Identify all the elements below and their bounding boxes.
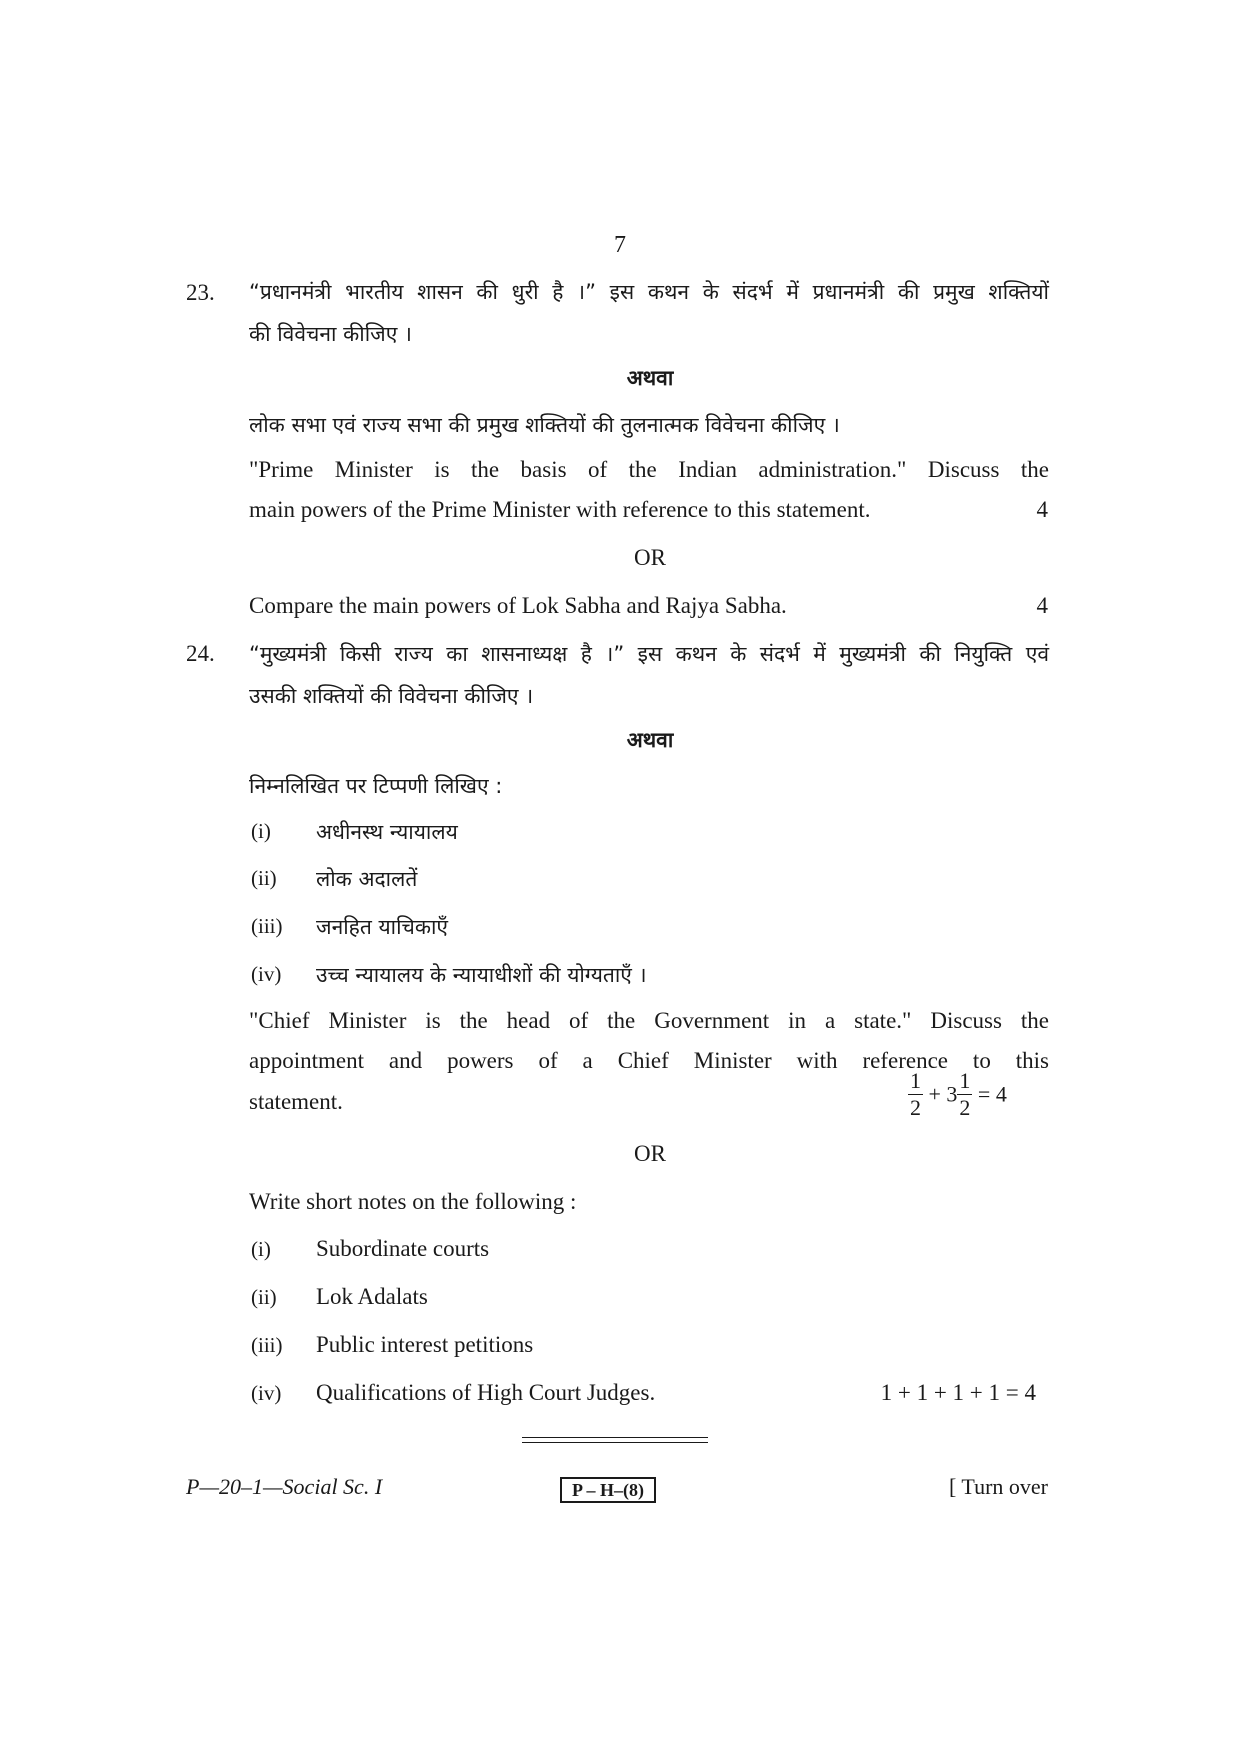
hindi-question-line: “प्रधानमंत्री भारतीय शासन की धुरी है ।” इस कथन के संदर्भ में प्रधानमंत्री की प्रमुख शक्तियों <box>249 280 1049 304</box>
english-question-line: statement. <box>249 1089 343 1114</box>
item-text: Qualifications of High Court Judges. <box>316 1380 656 1405</box>
question-marks <box>908 1070 1007 1119</box>
fraction-numerator: 1 <box>910 1068 921 1093</box>
item-text: उच्च न्यायालय के न्यायाधीशों की योग्यताएँ । <box>316 963 647 987</box>
item-text: Public interest petitions <box>316 1332 534 1357</box>
end-rule-bottom <box>522 1442 708 1443</box>
question-marks: 4 <box>1036 497 1048 522</box>
item-number: (iii) <box>251 914 283 938</box>
item-number: (iv) <box>251 1381 282 1405</box>
hindi-alternative-question: लोक सभा एवं राज्य सभा की प्रमुख शक्तियों की तुलनात्मक विवेचना कीजिए । <box>249 413 840 437</box>
alternative-marks: 4 <box>1036 593 1048 618</box>
english-alternative-question: Compare the main powers of Lok Sabha and Rajya Sabha. <box>249 593 787 618</box>
marks-plus: + 3 <box>928 1081 958 1107</box>
english-question-line: "Chief Minister is the head of the Government in a state." Discuss the <box>249 1008 1049 1033</box>
item-text: जनहित याचिकाएँ <box>316 915 449 939</box>
item-number: (iii) <box>251 1333 283 1357</box>
page-number: 7 <box>614 232 626 258</box>
athva-heading: अथवा <box>626 366 674 390</box>
english-question-line: "Prime Minister is the basis of the Indian administration." Discuss the <box>249 457 1049 482</box>
item-text: Lok Adalats <box>316 1284 428 1309</box>
item-number: (iv) <box>251 962 282 986</box>
hindi-question-line: उसकी शक्तियों की विवेचना कीजिए । <box>249 684 534 708</box>
fraction-numerator: 1 <box>959 1068 971 1093</box>
or-heading: OR <box>634 1141 666 1166</box>
item-number: (i) <box>251 819 271 843</box>
or-heading: OR <box>634 545 666 570</box>
item-number: (ii) <box>251 1285 277 1309</box>
fraction-half <box>957 1070 972 1119</box>
athva-heading: अथवा <box>626 728 674 752</box>
question-number: 23. <box>186 280 215 305</box>
question-number: 24. <box>186 641 215 666</box>
fraction-denominator: 2 <box>959 1095 971 1120</box>
footer-booklet-code: P – H–(8) <box>560 1477 656 1503</box>
footer-paper-code: P—20–1—Social Sc. I <box>186 1474 383 1499</box>
alternative-marks: 1 + 1 + 1 + 1 = 4 <box>880 1380 1036 1405</box>
item-text: लोक अदालतें <box>316 867 418 891</box>
item-number: (ii) <box>251 866 277 890</box>
footer-turn-over: [ Turn over <box>948 1474 1048 1499</box>
english-question-line: appointment and powers of a Chief Minister with reference to this <box>249 1048 1049 1073</box>
marks-total: = 4 <box>977 1081 1007 1107</box>
fraction-denominator: 2 <box>910 1095 921 1120</box>
item-number: (i) <box>251 1237 271 1261</box>
end-rule-top <box>522 1437 708 1438</box>
item-text: Subordinate courts <box>316 1236 490 1261</box>
english-question-line: main powers of the Prime Minister with reference to this statement. <box>249 497 871 522</box>
item-text: अधीनस्थ न्यायालय <box>316 820 458 844</box>
hindi-question-line: की विवेचना कीजिए । <box>249 322 412 346</box>
fraction-half <box>908 1070 923 1119</box>
hindi-alternative-intro: निम्नलिखित पर टिप्पणी लिखिए : <box>249 774 503 798</box>
hindi-question-line: “मुख्यमंत्री किसी राज्य का शासनाध्यक्ष है ।” इस कथन के संदर्भ में मुख्यमंत्री की नियुक्ति एवं <box>249 642 1049 666</box>
english-alternative-intro: Write short notes on the following : <box>249 1189 577 1214</box>
